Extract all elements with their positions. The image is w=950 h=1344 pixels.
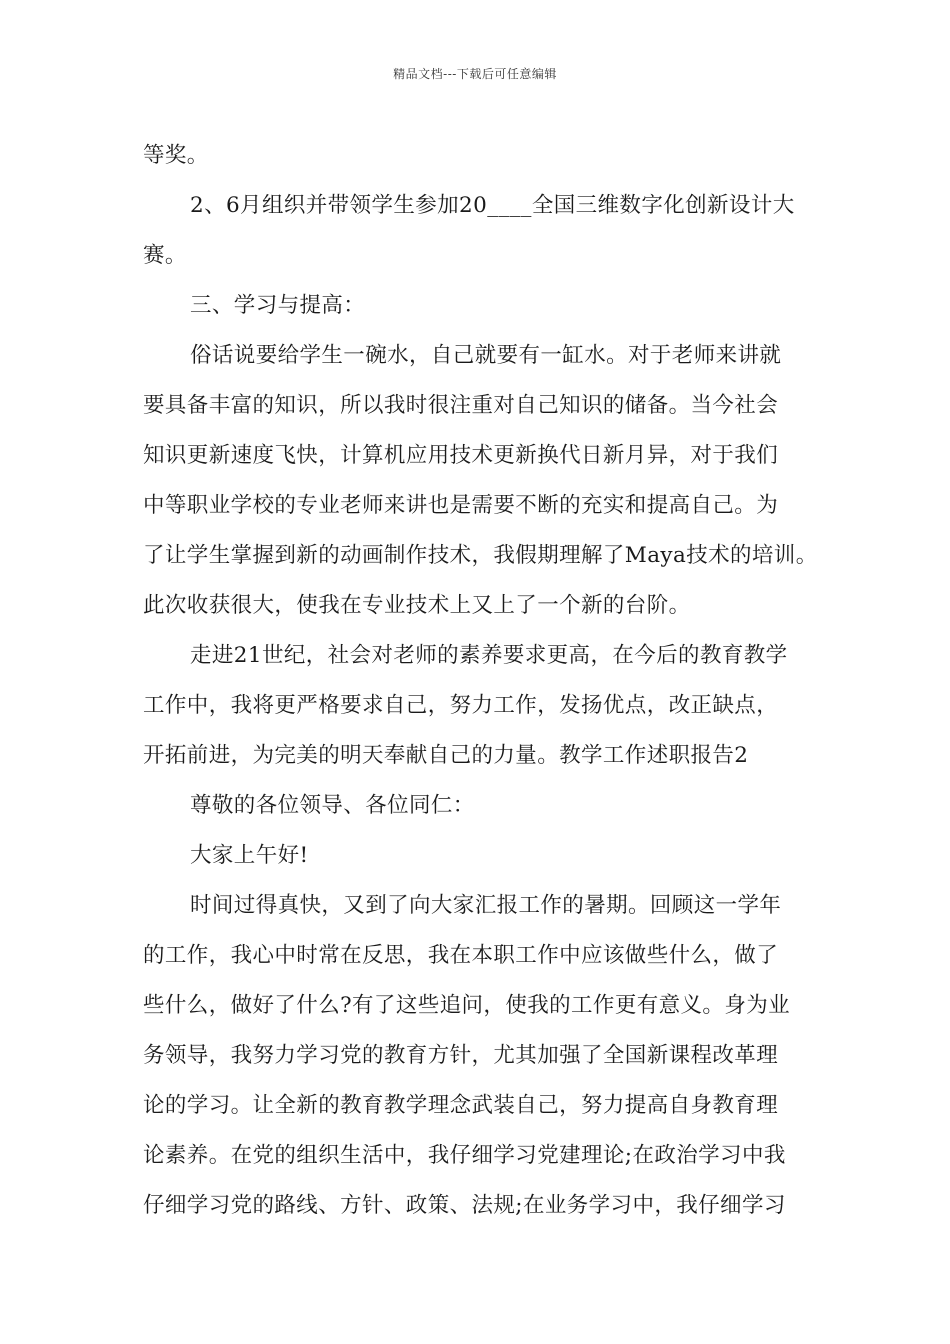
text-line: 论的学习。让全新的教育教学理念武装自己，努力提高自身教育理: [143, 1093, 779, 1118]
text-line: 了让学生掌握到新的动画制作技术，我假期理解了Maya技术的培训。: [143, 543, 818, 568]
salutation: 尊敬的各位领导、各位同仁：: [190, 793, 475, 818]
text-line: 2、6月组织并带领学生参加20____全国三维数字化创新设计大: [190, 193, 795, 218]
text-line: 知识更新速度飞快，计算机应用技术更新换代日新月异，对于我们: [143, 443, 779, 468]
text-line: 俗话说要给学生一碗水，自己就要有一缸水。对于老师来讲就: [190, 343, 782, 368]
text-line: 论素养。在党的组织生活中，我仔细学习党建理论;在政治学习中我: [143, 1143, 786, 1168]
text-line: 中等职业学校的专业老师来讲也是需要不断的充实和提高自己。为: [143, 493, 779, 518]
text-line: 工作中，我将更严格要求自己，努力工作，发扬优点，改正缺点，: [143, 693, 779, 718]
text-line: 开拓前进，为完美的明天奉献自己的力量。教学工作述职报告2: [143, 743, 749, 768]
text-line: 务领导，我努力学习党的教育方针，尤其加强了全国新课程改革理: [143, 1043, 779, 1068]
text-line: 走进21世纪，社会对老师的素养要求更高，在今后的教育教学: [190, 643, 788, 668]
text-line: 些什么，做好了什么?有了这些追问，使我的工作更有意义。身为业: [143, 993, 791, 1018]
text-line: 等奖。: [143, 143, 209, 168]
section-heading: 三、学习与提高：: [190, 293, 366, 318]
text-line: 时间过得真快，又到了向大家汇报工作的暑期。回顾这一学年: [190, 893, 782, 918]
text-line: 仔细学习党的路线、方针、政策、法规;在业务学习中，我仔细学习: [143, 1193, 786, 1218]
text-line: 的工作，我心中时常在反思，我在本职工作中应该做些什么，做了: [143, 943, 779, 968]
page-header: 精品文档---下载后可任意编辑: [393, 67, 557, 81]
text-line: 要具备丰富的知识，所以我时很注重对自己知识的储备。当今社会: [143, 393, 779, 418]
greeting: 大家上午好!: [190, 843, 309, 868]
text-line: 赛。: [143, 243, 187, 268]
text-line: 此次收获很大，使我在专业技术上又上了一个新的台阶。: [143, 593, 691, 618]
